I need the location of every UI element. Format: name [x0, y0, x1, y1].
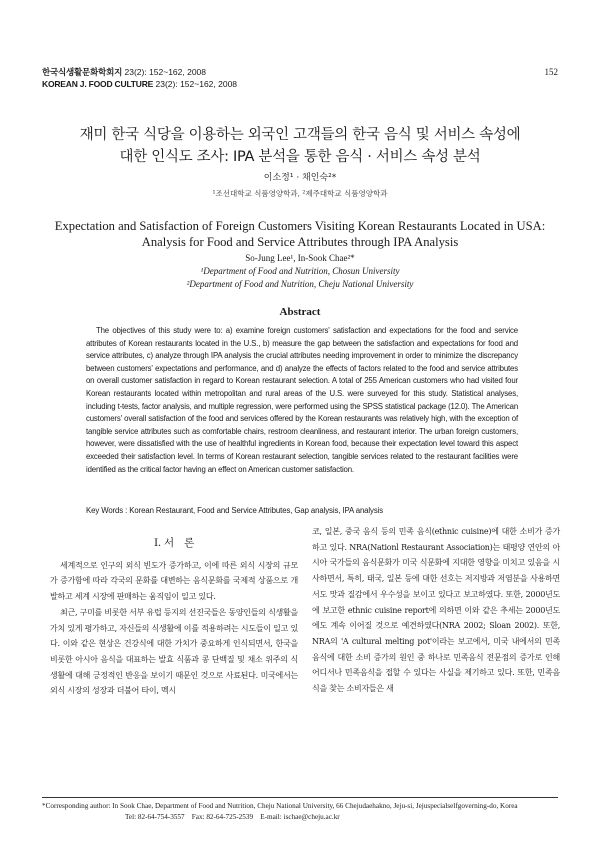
journal-volume-english: 23(2): 152~162, 2008 — [153, 79, 238, 89]
body-paragraph: 코, 일본, 중국 음식 등의 민족 음식(ethnic cuisine)에 대한 소비가 증가하고 있다. NRA(Nationl Restaurant Association)는 태평양 연안의 아시아 국가들의 음식문화가 미국 식문화에 지대한 영향을 미치고 있음을 시사하면서, 특히, 태국, 일본 등에 대한 선호는 저지방과 저염분을 사용하면서도 맛과 질감에서 우수성을 보이고 있다고 보고하였다. 또한, 2000년도에 보고한 ethnic cuisine report에 의하면 이와 같은 추세는 2000년도에도 계속 이어질 것으로 예견하였다(NRA 2002; Sloan 2002). 또한, NRA의 'A cultural melting pot'이라는 보고에서, 미국 내에서의 민족 음식에 대한 소비 증가의 원인 중 하나로 민족음식 전문점의 증가로 인해 어디서나 민족음식을 접할 수 있다는 사실을 제기하고 있다. 또한, 민족음식을 찾는 소비자들은 새 — [312, 527, 560, 694]
corresponding-author-footnote — [42, 801, 558, 822]
korean-title-line-2: 대한 인식도 조사: IPA 분석을 통한 음식 · 서비스 속성 분석 — [119, 149, 481, 165]
english-affiliations — [40, 265, 560, 290]
korean-affiliations: ¹조선대학교 식품영양학과, ²제주대학교 식품영양학과 — [212, 189, 388, 198]
journal-name-english: KOREAN J. FOOD CULTURE — [42, 79, 154, 89]
korean-title-line-1: 재미 한국 식당을 이용하는 외국인 고객들의 한국 음식 및 서비스 속성에 — [79, 127, 521, 143]
abstract-text: The objectives of this study were to: a) examine foreign customers' satisfaction and expectations for the food and service attributes of Korean restaurants located in the U.S., b) measure the gap between the satisfaction and expectations for food and service attributes, c) analyze through IPA analysis the crucial attributes needing improvement in order to minimize the discrepancy between customers' expectations and performance, and d) analyze the effects of factors related to the food and service attributes on overall customer satisfaction in regard to Korean restaurant selection. A total of 255 American customers who had visited four Korean restaurants located within metropolitan and rural areas of the U.S. were surveyed for this study. Statistical analyses, including t-tests, factor analysis, and multiple regression, were performed using the SPSS statistical package (12.0). The American customers' overall satisfaction of the food and services offered by the Korean restaurants was relatively high, with the exception of tangible service attributes such as comfortable chairs, restroom cleanliness, and restaurant interior. The urban foreign customers, however, were dissatisfied with the use of healthful ingredients in Korean food, because their expectation level toward this aspect exceeded their satisfaction level. In terms of Korean restaurant selection, tangible services related to the restaurant facilities were identified as the critical factor having an effect on American customer satisfaction. — [86, 326, 518, 474]
english-title — [40, 218, 560, 250]
body-paragraph: 세계적으로 인구의 외식 빈도가 증가하고, 이에 따른 외식 시장의 규모가 증가함에 따라 각국의 문화를 대변하는 음식문화를 국제적 상품으로 개발하고 세계 시장에 판매하는 움직임이 일고 있다. — [50, 560, 298, 602]
body-column-right — [312, 524, 560, 697]
section-heading-introduction: I. 서 론 — [153, 537, 195, 549]
english-affiliation-1: ¹Department of Food and Nutrition, Chosun University — [200, 266, 400, 276]
body-column-left — [50, 524, 298, 699]
english-affiliation-2: ²Department of Food and Nutrition, Cheju National University — [186, 278, 414, 289]
journal-name-korean: 한국식생활문화학회지 — [42, 67, 123, 77]
footnote-line-1: *Corresponding author: In Sook Chae, Department of Food and Nutrition, Cheju National University, 66 Chejudaehakno, Jeju-si, Jejuspecialselfgoverning-do, Korea — [42, 802, 518, 810]
footnote-contact: Tel: 82-64-754-3557 Fax: 82-64-725-2539 E-mail: ischae@cheju.ac.kr — [125, 812, 340, 821]
journal-volume-korean: 23(2): 152~162, 2008 — [122, 67, 207, 77]
english-title-line-1: Expectation and Satisfaction of Foreign Customers Visiting Korean Restaurants Located in USA: — [54, 219, 546, 233]
journal-line-english — [42, 78, 558, 90]
journal-line-korean — [42, 66, 558, 78]
keywords: Key Words : Korean Restaurant, Food and Service Attributes, Gap analysis, IPA analysis — [86, 506, 384, 515]
korean-authors: 이소정¹ · 채인숙²* — [263, 173, 337, 183]
abstract-heading: Abstract — [279, 306, 321, 318]
footnote-divider — [42, 797, 558, 798]
body-paragraph: 최근, 구미를 비롯한 서부 유럽 등지의 선진국들은 동양인들의 식생활을 가치 있게 평가하고, 자신들의 식생활에 이를 적용하려는 시도들이 일고 있다. 이와 같은 현상은 건강식에 대한 가치가 중요하게 인식되면서, 한국을 비롯한 아시아 음식을 대표하는 발효 식품과 콩 단백질 및 채소 위주의 식생활에 대해 긍정적인 반응을 보이기 때문인 것으로 사료된다. 미국에서는 외식 시장의 성장과 더불어 타이, 멕시 — [50, 607, 298, 696]
korean-title — [40, 124, 560, 168]
page-number: 152 — [544, 67, 558, 77]
running-header — [42, 66, 558, 90]
english-authors: So-Jung Lee¹, In-Sook Chae²* — [245, 253, 355, 263]
english-title-line-2: Analysis for Food and Service Attributes through IPA Analysis — [141, 235, 459, 249]
